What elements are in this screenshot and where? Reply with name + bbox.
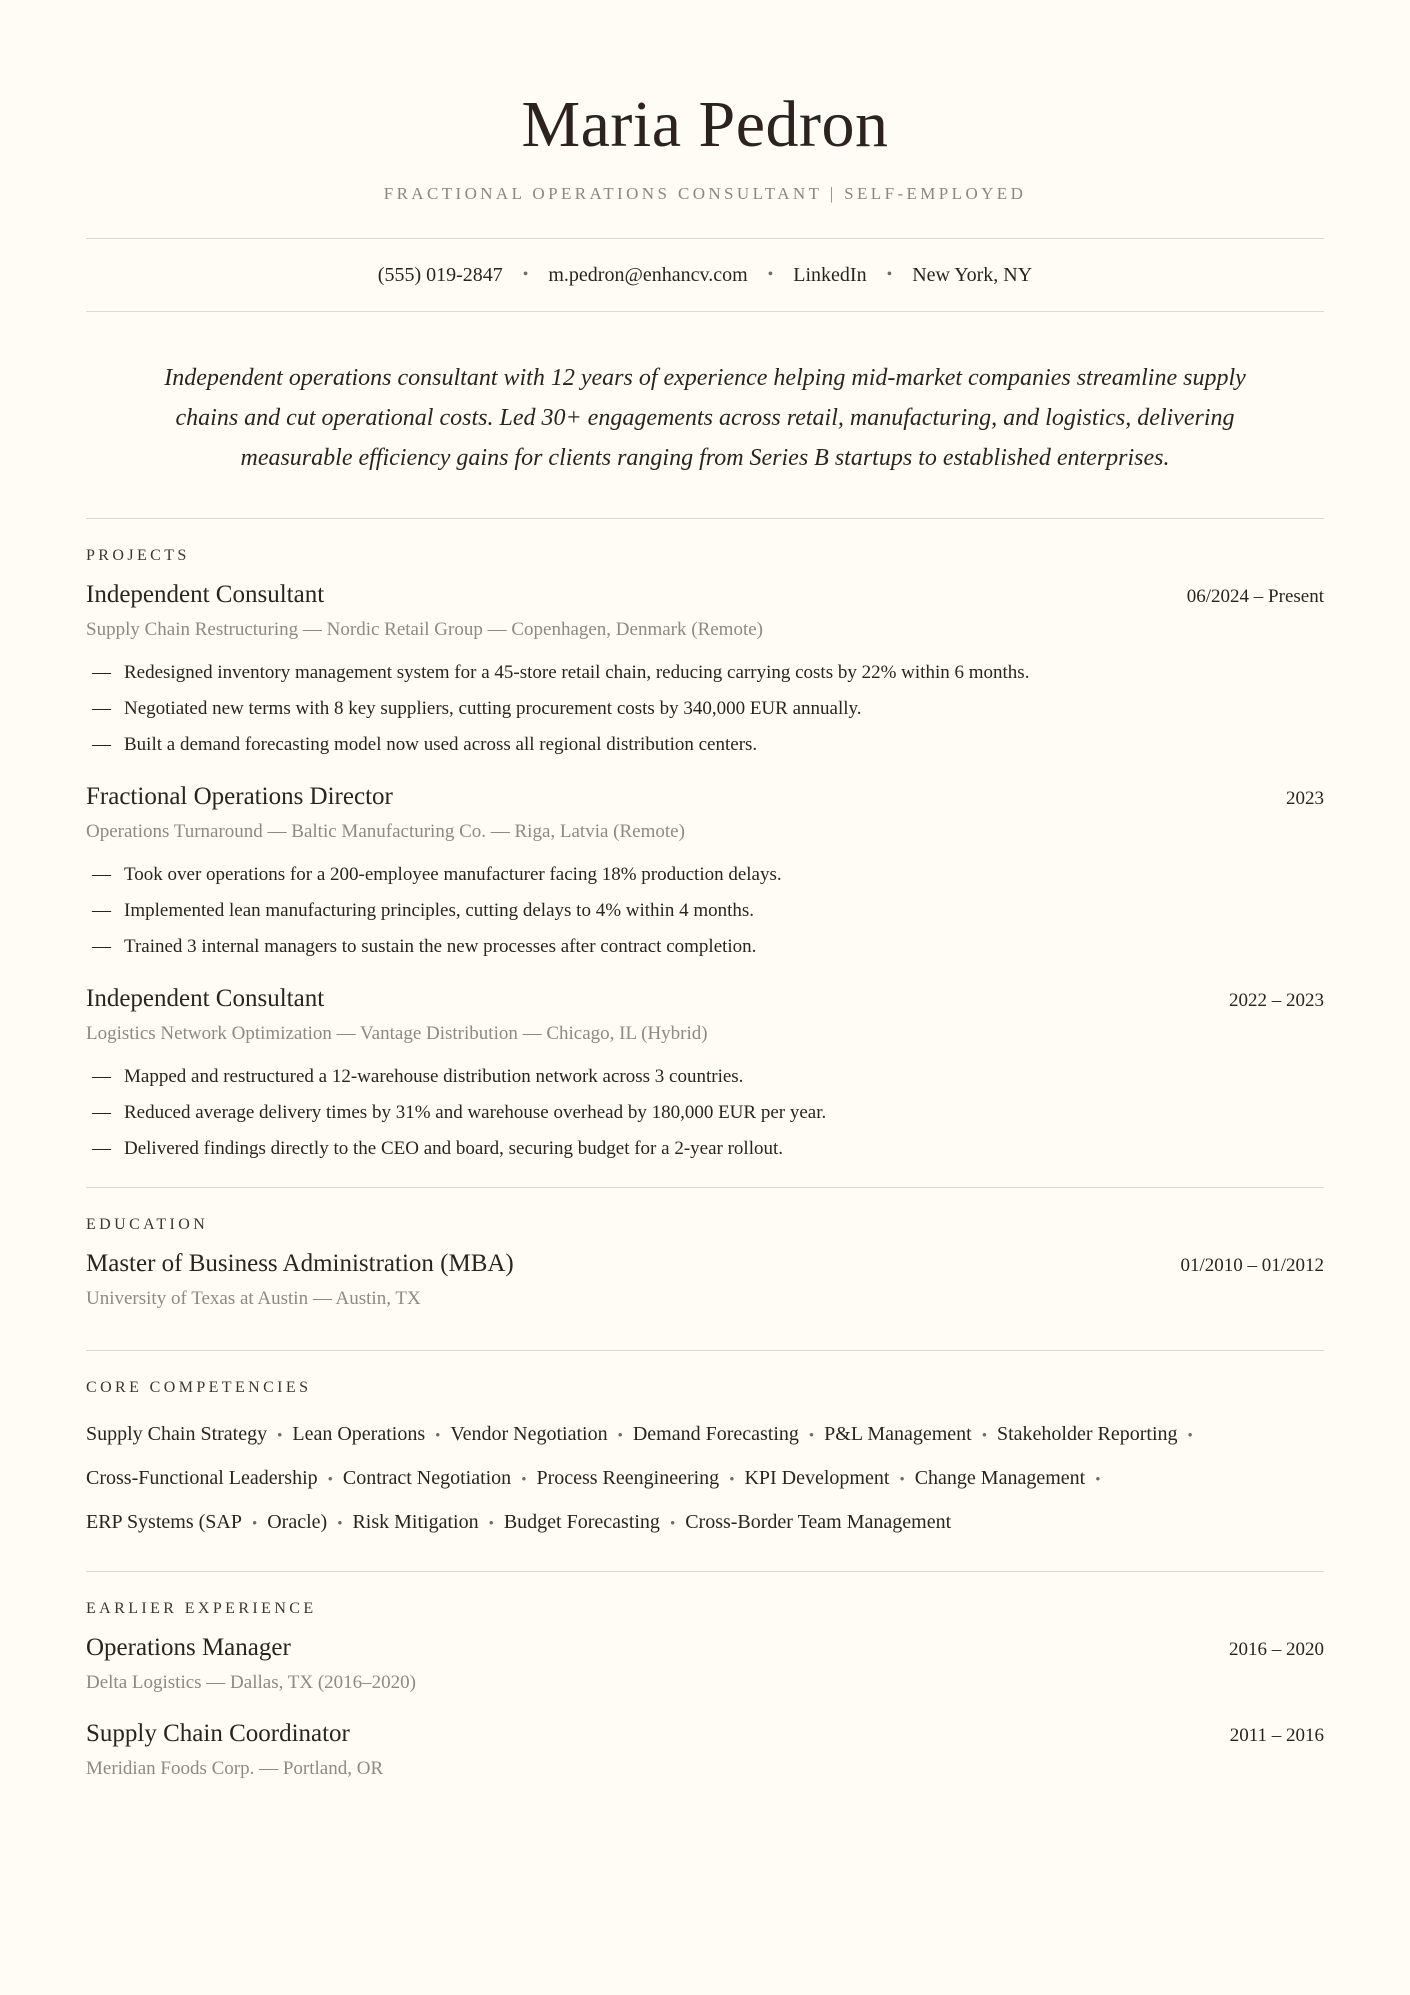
section-title-education: EDUCATION [86, 1216, 209, 1233]
competency-item: Cross-Functional Leadership [86, 1467, 318, 1489]
competency-item: Process Reengineering [536, 1467, 720, 1489]
competency-separator: • [327, 1472, 333, 1488]
education-entry [86, 1250, 1324, 1310]
project-entry [86, 783, 1324, 965]
profile-summary: Independent operations consultant with 12 years of experience helping mid-market companies streamline supply chains and cut operational costs. Led 30+ engagements across retail, manufacturing, and logistics, delivering measurable efficiency gains for clients ranging from Series B startups to established enterprises. [164, 365, 1246, 471]
competency-separator: • [1095, 1472, 1101, 1488]
competency-item: Contract Negotiation [342, 1467, 512, 1489]
entry-role: Supply Chain Coordinator [86, 1720, 350, 1747]
competencies-line [86, 1413, 1324, 1457]
competency-item: Demand Forecasting [632, 1423, 799, 1445]
contact-separator: • [522, 266, 529, 283]
entry-date: 2023 [1286, 788, 1324, 809]
competency-separator: • [669, 1516, 676, 1532]
competency-separator: • [521, 1472, 527, 1488]
bullet-item: — Built a demand forecasting model now used across all regional distribution centers. [92, 734, 758, 755]
entry-date: 06/2024 – Present [1186, 586, 1324, 607]
competency-separator: • [337, 1516, 343, 1532]
project-entry [86, 581, 1324, 763]
projects-section [86, 547, 1324, 1167]
bullet-list [86, 1059, 1324, 1167]
education-school: University of Texas at Austin — Austin, TX [86, 1288, 421, 1309]
entry-role: Independent Consultant [86, 581, 325, 608]
entry-role: Fractional Operations Director [86, 783, 393, 810]
contact-separator: • [767, 266, 774, 283]
competency-separator: • [899, 1472, 905, 1488]
competency-separator: • [251, 1516, 258, 1532]
contact-email[interactable]: m.pedron@enhancv.com [548, 263, 748, 286]
entry-subtitle: Logistics Network Optimization — Vantage Distribution — Chicago, IL (Hybrid) [86, 1023, 708, 1044]
competency-item: Lean Operations [292, 1423, 426, 1445]
competencies-list [86, 1413, 1324, 1545]
bullet-list [86, 857, 1324, 965]
section-title-competencies: CORE COMPETENCIES [86, 1379, 312, 1396]
entry-subtitle: Meridian Foods Corp. — Portland, OR [86, 1758, 384, 1779]
bullet-item: — Mapped and restructured a 12-warehouse distribution network across 3 countries. [92, 1066, 744, 1087]
bullet-item: — Delivered findings directly to the CEO and board, securing budget for a 2-year rollout. [92, 1138, 783, 1159]
bullet-item: — Redesigned inventory management system for a 45-store retail chain, reducing carrying costs by 22% within 6 months. [92, 662, 1030, 683]
entry-subtitle: Delta Logistics — Dallas, TX (2016–2020) [86, 1672, 416, 1693]
entry-subtitle: Supply Chain Restructuring — Nordic Retail Group — Copenhagen, Denmark (Remote) [86, 619, 764, 640]
contact-phone: (555) 019-2847 [377, 263, 503, 286]
bullet-list [86, 655, 1324, 763]
competency-item: KPI Development [744, 1467, 890, 1489]
section-title-projects: PROJECTS [86, 547, 190, 564]
competency-item: Budget Forecasting [503, 1511, 660, 1533]
competency-item: ERP Systems (SAP [86, 1511, 242, 1533]
candidate-subtitle: FRACTIONAL OPERATIONS CONSULTANT | SELF-EMPLOYED [383, 184, 1027, 203]
divider [86, 1571, 1324, 1572]
section-title-earlier-experience: EARLIER EXPERIENCE [86, 1600, 317, 1617]
competency-item: P&L Management [824, 1423, 972, 1445]
experience-entry [86, 1720, 1324, 1780]
competency-item: Stakeholder Reporting [997, 1423, 1178, 1445]
bullet-item: — Negotiated new terms with 8 key suppliers, cutting procurement costs by 340,000 EUR annually. [92, 698, 862, 719]
education-section [86, 1216, 1324, 1310]
entry-role: Independent Consultant [86, 985, 325, 1012]
divider [86, 1187, 1324, 1188]
competency-item: Supply Chain Strategy [86, 1423, 268, 1445]
education-date: 01/2010 – 01/2012 [1180, 1255, 1324, 1276]
project-entry [86, 985, 1324, 1167]
competencies-line [86, 1501, 1324, 1545]
competency-separator: • [488, 1516, 494, 1532]
competency-item: Cross-Border Team Management [685, 1511, 952, 1533]
earlier-experience-section [86, 1600, 1324, 1780]
entry-role: Operations Manager [86, 1634, 291, 1661]
competency-separator: • [808, 1428, 815, 1444]
competencies-line [86, 1457, 1324, 1501]
contact-linkedin-link[interactable]: LinkedIn [793, 263, 867, 286]
competency-separator: • [435, 1428, 441, 1444]
education-degree: Master of Business Administration (MBA) [86, 1250, 514, 1277]
bullet-item: — Reduced average delivery times by 31% and warehouse overhead by 180,000 EUR per year. [92, 1102, 827, 1123]
competency-separator: • [1187, 1428, 1193, 1444]
entry-date: 2016 – 2020 [1229, 1639, 1324, 1660]
contact-separator: • [886, 266, 893, 283]
entry-date: 2011 – 2016 [1229, 1725, 1324, 1746]
contact-location: New York, NY [912, 263, 1033, 286]
bullet-item: — Trained 3 internal managers to sustain the new processes after contract completion. [92, 936, 757, 957]
competency-item: Vendor Negotiation [450, 1423, 608, 1445]
experience-entry [86, 1634, 1324, 1694]
bullet-item: — Implemented lean manufacturing principles, cutting delays to 4% within 4 months. [92, 900, 755, 921]
competency-item: Change Management [914, 1467, 1086, 1489]
entry-date: 2022 – 2023 [1229, 990, 1324, 1011]
divider [86, 518, 1324, 519]
contact-row [86, 239, 1324, 311]
entry-subtitle: Operations Turnaround — Baltic Manufacturing Co. — Riga, Latvia (Remote) [86, 821, 685, 842]
competency-separator: • [617, 1428, 623, 1444]
competency-item: Risk Mitigation [352, 1511, 479, 1533]
competency-separator: • [981, 1428, 987, 1444]
divider [86, 1350, 1324, 1351]
bullet-item: — Took over operations for a 200-employee manufacturer facing 18% production delays. [92, 864, 782, 885]
candidate-name: Maria Pedron [521, 88, 889, 161]
competency-item: Oracle) [267, 1511, 328, 1533]
competency-separator: • [277, 1428, 283, 1444]
competencies-section [86, 1379, 1324, 1545]
competency-separator: • [729, 1472, 735, 1488]
